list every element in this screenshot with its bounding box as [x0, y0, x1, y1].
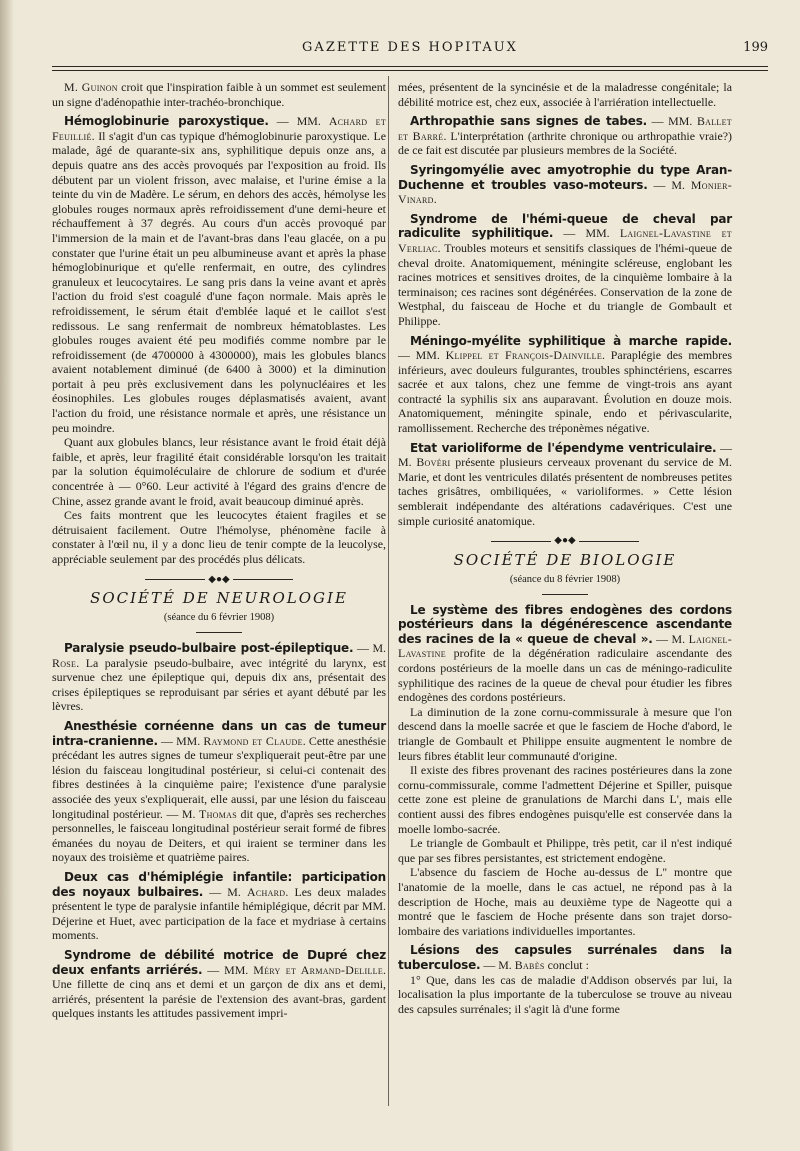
paragraph: Paralysie pseudo-bulbaire post-épileptique. — M. Rose. La paralysie pseudo-bulbaire, avec intégrité du larynx, est survenue chez une épileptique qui, depuis dix ans, présentait des crises épileptiques se reproduisant par séries et ayant débuté par les lèvres.: [52, 641, 386, 714]
article-syringomyelie: [398, 163, 732, 207]
article-title: Syndrome de l'hémi-queue de cheval par radiculite syphilitique.: [398, 211, 732, 241]
article-pseudo-bulbaire: [52, 641, 386, 714]
short-rule: [196, 632, 242, 633]
paragraph: Syringomyélie avec amyotrophie du type Aran-Duchenne et troubles vaso-moteurs. — M. Monier-Vinard.: [398, 162, 732, 207]
session-date: (séance du 8 février 1908): [509, 574, 621, 586]
paragraph: Hémoglobinurie paroxystique. — MM. Achard et Feuillié. Il s'agit d'un cas typique d'hémoglobinurie paroxystique. Le malade, âgé de quarante-six ans, syphilitique depuis onze ans, a depuis quatre ans des accès provoqués par l'exposition au froid. Ils débutent par un violent frisson, avec malaise, et l'urine émise a la teinte du vin de Madère. Le sérum, en dehors des accès, hémolyse les globules rouges normaux après refroidissement d'une demi-heure et réchauffement à 37 degrés. Au cours d'un accès provoqué par l'immersion de la main et de l'avant-bras dans l'eau glacée, on a pu constater que l'urine était un peu albumineuse avant et après la phase hémoglobinurique et qu'elle renfermait, en outre, des cylindres granuleux et leucocytaires. Le sang pris dans la veine avant et après l'action du froid s'est coagulé d'une façon normale. Mais après le refroidissement, le sérum était d'emblée laqué et le caillot s'est redissous. Le sang renfermait de nombreux hématoblastes. Les globules rouges avaient été peu modifiés comme nombre par le refroidissement (de 4700000 à 4300000), mais les globules blancs avaient notablement diminué (de 6400 à 3000) et la diminution portait à peu près exclusivement dans les polynucléaires et les éosinophiles. Les globules rouges déplasmatisés avaient, avant l'action du froid, une résistance normale et après, une résistance un peu moindre.: [52, 114, 386, 435]
authors: Laignel-Lavastine et Verliac: [398, 226, 732, 255]
paragraph: Lésions des capsules surrénales dans la tuberculose. — M. Babès conclut :: [398, 943, 732, 972]
paragraph: Deux cas d'hémiplégie infantile: participation des noyaux bulbaires. — M. Achard. Les deux malades présentent le type de paralysie infantile hémiplégique, décrit par MM. Déjerine et Huet, avec participation de la face et mydriase à certains moments.: [52, 869, 386, 943]
article-arthropathie: [398, 114, 732, 158]
article-meningo-myelite: [398, 334, 732, 436]
session-date: (séance du 6 février 1908): [163, 612, 275, 624]
article-anesthesie: [52, 719, 386, 865]
article-title: Etat varioliforme de l'épendyme ventriculaire.: [410, 440, 717, 455]
column-separator: [388, 76, 389, 1106]
authors: Monier-Vinard: [398, 177, 732, 207]
society-heading: SOCIÉTÉ DE NEUROLOGIE: [90, 588, 348, 607]
right-column: [398, 80, 732, 1016]
authors: Rose: [52, 655, 77, 670]
left-column: [52, 80, 386, 1021]
paragraph: La diminution de la zone cornu-commissurale à mesure que l'on descend dans la moelle sacrée et que le fasciem de Hoche d'abord, le triangle de Gombault et Philippe ensuite augmentent le nombre de leurs fibres établit leur communauté d'origine.: [398, 704, 732, 763]
paragraph-continuation: mées, présentent de la syncinésie et de la maladresse congénitale; la débilité motrice est, chez eux, associée à l'arriération intellectuelle.: [398, 80, 732, 109]
running-header: [52, 40, 768, 64]
article-title: Hémoglobinurie paroxystique.: [64, 114, 269, 129]
article-varioliforme: [398, 441, 732, 529]
article-title: Méningo-myélite syphilitique à marche rapide.: [410, 333, 732, 348]
society-heading: SOCIÉTÉ DE BIOLOGIE: [453, 550, 677, 569]
article-title: Paralysie pseudo-bulbaire post-épileptique.: [64, 641, 354, 656]
short-rule: [542, 594, 588, 595]
paragraph: Quant aux globules blancs, leur résistance avant le froid était déjà faible, et après, leur fragilité était considérable lorsqu'on les traitait par la solution équimoléculaire de chlorure de sodium et d'urée concentrée à — 0°60. Leur activité à l'égard des grains d'encre de Chine, assez grande avant le froid, avait beaucoup diminué après.: [52, 435, 386, 508]
article-title: Syndrome de débilité motrice de Dupré chez deux enfants arriérés.: [52, 947, 386, 977]
article-hemiplegie: [52, 870, 386, 943]
paragraph: Le triangle de Gombault et Philippe, très petit, car il n'est indiqué que par ses fibres persistantes, est strictement endogène.: [398, 836, 732, 865]
article-fibres-endogenes: [398, 603, 732, 939]
page-number: 199: [743, 40, 768, 55]
article-capsules-surrenales: [398, 943, 732, 1016]
paragraph: Ces faits montrent que les leucocytes étaient fragiles et se détruisaient facilement. Outre l'hémolyse, phénomène facile à constater à l'œil nu, il y a donc lieu de tenir compte de la leucolyse, appréciable seulement par des procédés plus délicats.: [52, 508, 386, 566]
paragraph: Syndrome de débilité motrice de Dupré chez deux enfants arriérés. — MM. Méry et Armand-Delille. Une fillette de cinq ans et demi et un garçon de dix ans et demi, arriérés, présentent la parésie de l'extension des avant-bras, gardent quelques instants les attitudes passivement impri-: [52, 947, 386, 1021]
article-dupre: [52, 948, 386, 1021]
article-hemi-queue: [398, 212, 732, 329]
ornament-divider: ◆●◆: [398, 536, 732, 546]
paragraph: Arthropathie sans signes de tabes. — MM. Ballet et Barré. L'interprétation (arthrite chronique ou arthropathie vraie?) de ce fait est discutée par plusieurs membres de la Société.: [398, 114, 732, 158]
paragraph: Le système des fibres endogènes des cordons postérieurs dans la dégénérescence ascendante des racines de la « queue de cheval ». — M. Laignel-Lavastine profite de la dégénération radiculaire ascendante des cordons postérieurs de la moelle dans un cas de méningo-radiculite syphilitique des racines de la queue de cheval pour étudier les fibres endogènes des cordons postérieurs.: [398, 602, 732, 705]
article-title: Le système des fibres endogènes des cordons postérieurs dans la dégénérescence ascendante des racines de la « queue de cheval ».: [398, 602, 732, 646]
paragraph: Méningo-myélite syphilitique à marche rapide. — MM. Klippel et François-Dainville. Paraplégie des membres inférieurs, avec douleurs fulgurantes, troubles sphinctériens, escarres sacrée et aux talons, chez une femme de vingt-trois ans ayant contracté la syphilis six ans auparavant. Évolution en douze mois. Anatomiquement, méningite spinale, endo et périvascularite, ramollissement. Recherche des tréponèmes négative.: [398, 333, 732, 436]
paragraph: 1° Que, dans les cas de maladie d'Addison observés par lui, la localisation la plus importante de la tuberculose se trouve au niveau des capsules surrénales; il s'agit là d'une forme: [398, 972, 732, 1016]
authors: Raymond et Claude: [203, 733, 303, 748]
authors: Achard: [246, 884, 286, 899]
paragraph-guinon: M. Guinon croit que l'inspiration faible à un sommet est seulement un signe d'adénopathie inter-trachéo-bronchique.: [52, 80, 386, 109]
paragraph: L'absence du fasciem de Hoche au-dessus de L'' montre que l'anatomie de la moelle, dans le cas actuel, ne répond pas à la description de Hoche, mais au deuxième type de Nageotte qui a montré que le fasciem de Hoche présente dans son trajet dorso-lombaire des variations individuelles importantes.: [398, 865, 732, 938]
authors: Ballet et Barré: [398, 114, 732, 143]
article-title: Lésions des capsules surrénales dans la tuberculose.: [398, 943, 732, 972]
article-title: Arthropathie sans signes de tabes.: [410, 114, 648, 129]
article-title: Deux cas d'hémiplégie infantile: participation des noyaux bulbaires.: [52, 869, 386, 899]
authors: Laignel-Lavastine: [398, 631, 732, 661]
ornament-divider: ◆●◆: [52, 575, 386, 585]
journal-title: GAZETTE DES HOPITAUX: [302, 40, 518, 55]
paragraph: Il existe des fibres provenant des racines postérieures dans la zone cornu-commissurale, comme l'admettent Déjerine et Spiller, puisque cette zone est pleine de granulations de Marchi dans L', mais elle contient aussi des fibres endogènes puisqu'elle est conservée dans la moelle lombo-sacrée.: [398, 763, 732, 836]
authors: Bovéri: [416, 455, 451, 470]
article-title: Anesthésie cornéenne dans un cas de tumeur intra-cranienne.: [52, 719, 386, 748]
article-hemoglobinurie: [52, 114, 386, 566]
header-rule: [52, 66, 768, 71]
authors: Klippel et François-Dainville: [445, 348, 603, 363]
paragraph: Etat varioliforme de l'épendyme ventriculaire. — M. Bovéri présente plusieurs cerveaux provenant du service de M. Marie, et dont les ventricules dilatés présentent de nombreuses petites taches grisâtres, ombiliquées, « varioliformes. » Cette lésion semblerait indépendante des altérations cadavériques. C'est une simple curiosité anatomique.: [398, 440, 732, 528]
paragraph: Syndrome de l'hémi-queue de cheval par radiculite syphilitique. — MM. Laignel-Lavastine et Verliac. Troubles moteurs et sensitifs classiques de l'hémi-queue de cheval droite. Anatomiquement, méningite scléreuse, englobant les racines motrices et sensitives droites, de la cinquième lombaire à la terminaison; ces racines sont dégénérées. Conservation de la zone de Westphal, du faisceau de Hoche et du triangle de Gombault et Philippe.: [398, 211, 732, 328]
book-spine-shadow: [0, 0, 14, 1151]
paragraph: Anesthésie cornéenne dans un cas de tumeur intra-cranienne. — MM. Raymond et Claude. Cette anesthésie précédant les autres signes de tumeur s'expliquerait peut-être par une lésion du faisceau longitudinal postérieur, si celui-ci contenait des fibres destinées à la cinquième paire; l'existence d'une paralysie associée des yeux s'expliquerait, elle aussi, par une lésion du faisceau longitudinal postérieur. — M. Thomas dit que, d'après ses recherches personnelles, le faisceau longitudinal postérieur serait formé de fibres émanées du noyau de Deiters, et qui iraient se terminer dans les noyaux des troisième et quatrième paires.: [52, 719, 387, 865]
article-title: Syringomyélie avec amyotrophie du type Aran-Duchenne et troubles vaso-moteurs.: [398, 162, 732, 192]
authors: Méry et Armand-Delille: [253, 962, 384, 977]
authors: Babès: [514, 957, 545, 972]
authors: Achard et Feuillié: [52, 114, 386, 143]
